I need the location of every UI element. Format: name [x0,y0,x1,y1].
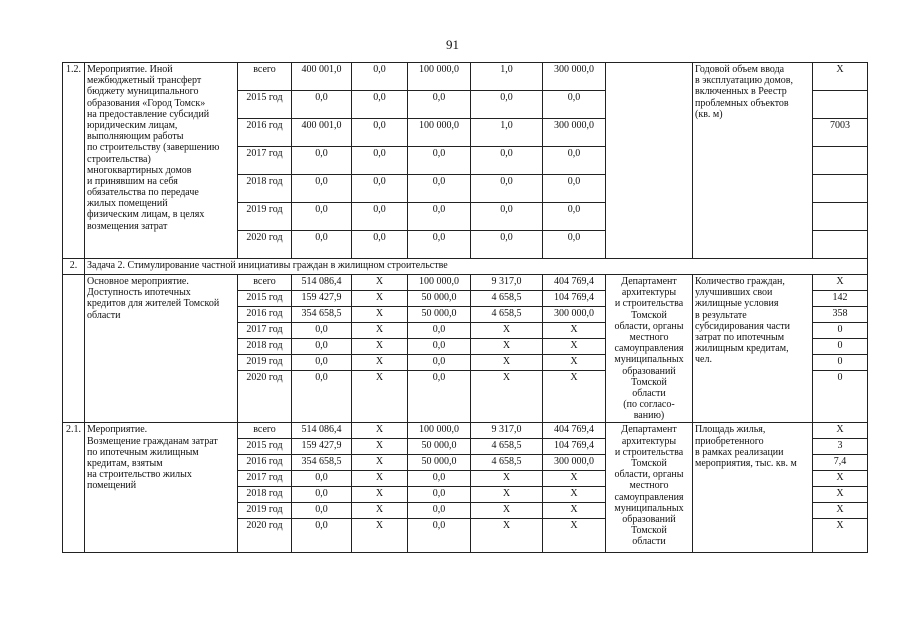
extra-cell: 300 000,0 [543,307,606,323]
extra-cell: 104 769,4 [543,439,606,455]
task-number: 2. [63,259,85,275]
executor-cell: Департамент архитектуры и строительства Томской области, органы местного самоуправления муниципальных образований Томской области (по согласо- ванию) [606,275,693,423]
value-cell: 0 [813,355,868,371]
local-cell: 1,0 [471,119,543,147]
year-cell: 2016 год [238,119,292,147]
executor-cell: Департамент архитектуры и строительства Томской области, органы местного самоуправления муниципальных образований Томской области [606,423,693,553]
federal-cell: X [352,291,408,307]
federal-cell: X [352,339,408,355]
extra-cell: X [543,487,606,503]
total-cell: 514 086,4 [292,275,352,291]
federal-cell: X [352,423,408,439]
value-cell: 0 [813,371,868,423]
extra-cell: X [543,503,606,519]
local-cell: X [471,339,543,355]
value-cell: X [813,471,868,487]
federal-cell: X [352,503,408,519]
extra-cell: X [543,471,606,487]
local-cell: 1,0 [471,63,543,91]
federal-cell: X [352,355,408,371]
total-cell: 0,0 [292,519,352,553]
value-cell: 142 [813,291,868,307]
indicator-cell: Годовой объем ввода в эксплуатацию домов, включенных в Реестр проблемных объектов (кв. м) [693,63,813,259]
total-cell: 0,0 [292,203,352,231]
value-cell: 0 [813,339,868,355]
extra-cell: 300 000,0 [543,119,606,147]
value-cell: 3 [813,439,868,455]
total-cell: 0,0 [292,91,352,119]
regional-cell: 50 000,0 [408,439,471,455]
executor-cell [606,63,693,259]
regional-cell: 0,0 [408,503,471,519]
regional-cell: 0,0 [408,371,471,423]
extra-cell: 0,0 [543,231,606,259]
local-cell: 0,0 [471,175,543,203]
table-row [63,63,868,91]
regional-cell: 0,0 [408,355,471,371]
year-cell: 2015 год [238,291,292,307]
regional-cell: 0,0 [408,487,471,503]
indicator-cell: Количество граждан, улучшивших свои жилищные условия в результате субсидирования части затрат по ипотечным жилищным кредитам, чел. [693,275,813,423]
total-cell: 159 427,9 [292,291,352,307]
federal-cell: 0,0 [352,175,408,203]
regional-cell: 50 000,0 [408,455,471,471]
local-cell: 4 658,5 [471,307,543,323]
year-cell: 2020 год [238,371,292,423]
year-cell: 2018 год [238,487,292,503]
local-cell: 9 317,0 [471,423,543,439]
total-cell: 0,0 [292,471,352,487]
item-description: Мероприятие. Иной межбюджетный трансферт бюджету муниципального образования «Город Томск» на предоставление субсидий юридическим лицам, выполняющим работы по строительству (завершению строительства) многоквартирных домов и принявшим на себя обязательства по передаче жилых помещений физическим лицам, в целях возмещения затрат [85,63,238,259]
indicator-cell: Площадь жилья, приобретенного в рамках реализации мероприятия, тыс. кв. м [693,423,813,553]
extra-cell: 404 769,4 [543,275,606,291]
federal-cell: 0,0 [352,119,408,147]
item-number: 2.1. [63,423,85,553]
local-cell: 4 658,5 [471,439,543,455]
extra-cell: 404 769,4 [543,423,606,439]
extra-cell: X [543,519,606,553]
value-cell: X [813,503,868,519]
year-cell: 2019 год [238,503,292,519]
value-cell: X [813,275,868,291]
total-cell: 354 658,5 [292,307,352,323]
year-cell: 2018 год [238,339,292,355]
local-cell: 4 658,5 [471,291,543,307]
year-cell: 2016 год [238,455,292,471]
program-table [62,62,868,553]
value-cell: X [813,519,868,553]
value-cell: 7003 [813,119,868,147]
value-cell: X [813,487,868,503]
federal-cell: X [352,275,408,291]
local-cell: 0,0 [471,91,543,119]
federal-cell: X [352,371,408,423]
year-cell: всего [238,423,292,439]
regional-cell: 50 000,0 [408,307,471,323]
extra-cell: 104 769,4 [543,291,606,307]
item-description: Основное мероприятие. Доступность ипотечных кредитов для жителей Томской области [85,275,238,423]
value-cell [813,203,868,231]
local-cell: X [471,355,543,371]
value-cell: 0 [813,323,868,339]
local-cell: X [471,487,543,503]
regional-cell: 100 000,0 [408,63,471,91]
extra-cell: X [543,355,606,371]
total-cell: 0,0 [292,339,352,355]
total-cell: 0,0 [292,147,352,175]
total-cell: 0,0 [292,355,352,371]
federal-cell: 0,0 [352,63,408,91]
local-cell: 4 658,5 [471,455,543,471]
total-cell: 0,0 [292,487,352,503]
page-number: 91 [446,37,459,52]
regional-cell: 0,0 [408,231,471,259]
local-cell: X [471,323,543,339]
local-cell: 0,0 [471,203,543,231]
year-cell: 2017 год [238,147,292,175]
federal-cell: X [352,519,408,553]
value-cell [813,91,868,119]
value-cell: X [813,63,868,91]
federal-cell: X [352,307,408,323]
regional-cell: 0,0 [408,323,471,339]
local-cell: 0,0 [471,147,543,175]
item-number: 1.2. [63,63,85,259]
year-cell: 2020 год [238,231,292,259]
year-cell: всего [238,63,292,91]
year-cell: 2020 год [238,519,292,553]
extra-cell: 0,0 [543,91,606,119]
federal-cell: X [352,487,408,503]
year-cell: 2015 год [238,439,292,455]
regional-cell: 0,0 [408,203,471,231]
value-cell: 7,4 [813,455,868,471]
regional-cell: 100 000,0 [408,423,471,439]
table-row [63,423,868,439]
year-cell: всего [238,275,292,291]
regional-cell: 100 000,0 [408,119,471,147]
total-cell: 400 001,0 [292,63,352,91]
value-cell [813,147,868,175]
federal-cell: X [352,455,408,471]
year-cell: 2018 год [238,175,292,203]
federal-cell: X [352,323,408,339]
item-number [63,275,85,423]
extra-cell: 300 000,0 [543,63,606,91]
local-cell: X [471,503,543,519]
extra-cell: X [543,323,606,339]
year-cell: 2015 год [238,91,292,119]
year-cell: 2019 год [238,203,292,231]
year-cell: 2019 год [238,355,292,371]
local-cell: 9 317,0 [471,275,543,291]
federal-cell: 0,0 [352,147,408,175]
total-cell: 0,0 [292,175,352,203]
task-title: Задача 2. Стимулирование частной инициативы граждан в жилищном строительстве [85,259,868,275]
value-cell [813,231,868,259]
federal-cell: X [352,471,408,487]
table-row [63,275,868,291]
federal-cell: 0,0 [352,231,408,259]
task-row [63,259,868,275]
local-cell: X [471,471,543,487]
total-cell: 354 658,5 [292,455,352,471]
regional-cell: 0,0 [408,175,471,203]
total-cell: 400 001,0 [292,119,352,147]
extra-cell: 300 000,0 [543,455,606,471]
extra-cell: X [543,339,606,355]
regional-cell: 0,0 [408,471,471,487]
regional-cell: 0,0 [408,147,471,175]
extra-cell: 0,0 [543,175,606,203]
total-cell: 0,0 [292,231,352,259]
year-cell: 2017 год [238,323,292,339]
year-cell: 2017 год [238,471,292,487]
value-cell: 358 [813,307,868,323]
federal-cell: X [352,439,408,455]
value-cell: X [813,423,868,439]
local-cell: 0,0 [471,231,543,259]
federal-cell: 0,0 [352,91,408,119]
extra-cell: X [543,371,606,423]
item-description: Мероприятие. Возмещение гражданам затрат по ипотечным жилищным кредитам, взятым на строительство жилых помещений [85,423,238,553]
regional-cell: 0,0 [408,519,471,553]
total-cell: 0,0 [292,371,352,423]
local-cell: X [471,519,543,553]
year-cell: 2016 год [238,307,292,323]
total-cell: 514 086,4 [292,423,352,439]
regional-cell: 0,0 [408,339,471,355]
value-cell [813,175,868,203]
federal-cell: 0,0 [352,203,408,231]
extra-cell: 0,0 [543,203,606,231]
local-cell: X [471,371,543,423]
regional-cell: 50 000,0 [408,291,471,307]
total-cell: 0,0 [292,323,352,339]
regional-cell: 100 000,0 [408,275,471,291]
regional-cell: 0,0 [408,91,471,119]
extra-cell: 0,0 [543,147,606,175]
total-cell: 0,0 [292,503,352,519]
total-cell: 159 427,9 [292,439,352,455]
